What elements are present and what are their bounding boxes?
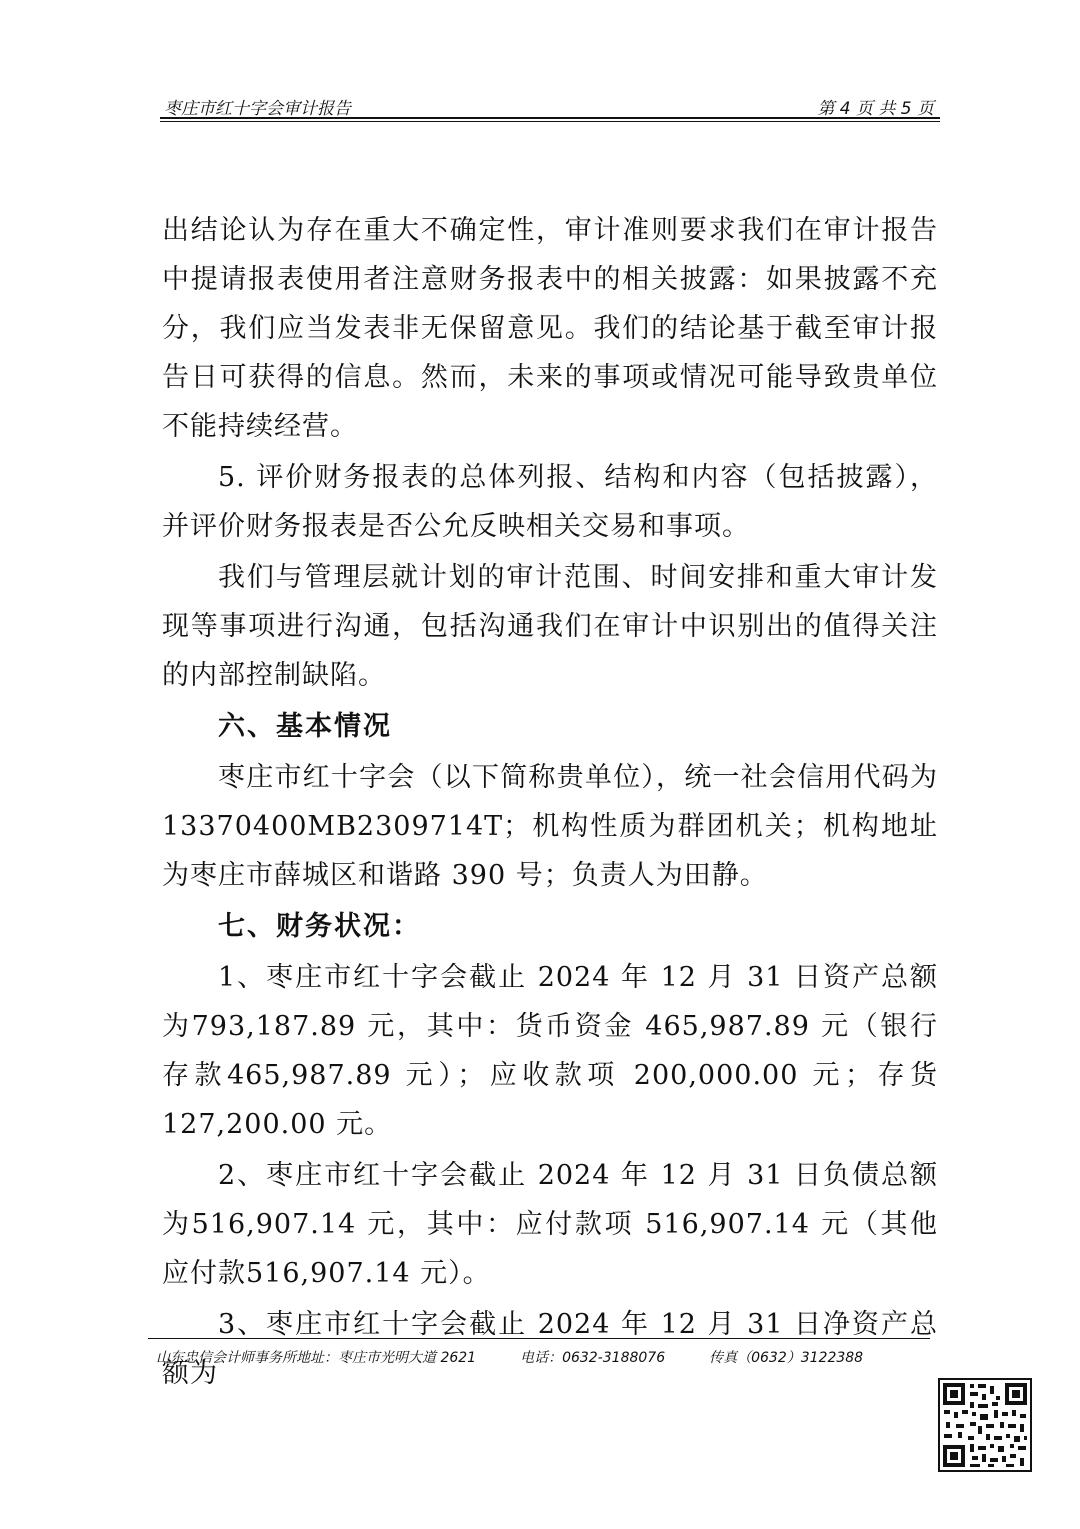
firm-phone: 电话：0632-3188076 (520, 1350, 666, 1366)
section-heading-basic-info: 六、基本情况 (218, 711, 392, 742)
header-rule (160, 117, 940, 119)
report-body (162, 206, 938, 1398)
report-title: 枣庄市红十字会审计报告 (164, 99, 351, 119)
paragraph-assets: 1、枣庄市红十字会截止 2024 年 12 月 31 日资产总额为793,187.89 元，其中：货币资金 465,987.89 元（银行存款465,987.89 元）；应收款项 200,000.00 元；存货 127,200.00 元。 (162, 962, 938, 1140)
paragraph-basic-info: 枣庄市红十字会（以下简称贵单位），统一社会信用代码为13370400MB2309714T；机构性质为群团机关；机构地址为枣庄市薛城区和谐路 390 号；负责人为田静。 (162, 762, 938, 891)
page-header (160, 88, 940, 122)
firm-fax: 传真（0632）3122388 (709, 1350, 864, 1366)
page-number: 第 4 页 共 5 页 (817, 99, 934, 119)
qr-pattern (940, 1380, 1030, 1470)
footer-rule (148, 1338, 930, 1339)
section-heading-financial-status: 七、财务状况： (218, 911, 421, 942)
paragraph-liabilities: 2、枣庄市红十字会截止 2024 年 12 月 31 日负债总额为516,907.14 元，其中：应付款项 516,907.14 元（其他应付款516,907.14 元）。 (162, 1160, 938, 1289)
paragraph-going-concern: 出结论认为存在重大不确定性，审计准则要求我们在审计报告中提请报表使用者注意财务报表中的相关披露：如果披露不充分，我们应当发表非无保留意见。我们的结论基于截至审计报告日可获得的信息。然而，未来的事项或情况可能导致贵单位不能持续经营。 (162, 215, 938, 442)
page-footer (148, 1338, 930, 1367)
paragraph-communication: 我们与管理层就计划的审计范围、时间安排和重大审计发现等事项进行沟通，包括沟通我们在审计中识别出的值得关注的内部控制缺陷。 (162, 562, 938, 691)
paragraph-item-5: 5. 评价财务报表的总体列报、结构和内容（包括披露），并评价财务报表是否公允反映相关交易和事项。 (162, 462, 938, 542)
header-rule-thin (160, 121, 940, 122)
qr-code-icon (938, 1378, 1032, 1472)
paragraph-net-assets: 3、枣庄市红十字会截止 2024 年 12 月 31 日净资产总额为 (162, 1309, 938, 1389)
firm-address: 山东忠信会计师事务所地址：枣庄市光明大道 2621 (156, 1350, 477, 1366)
